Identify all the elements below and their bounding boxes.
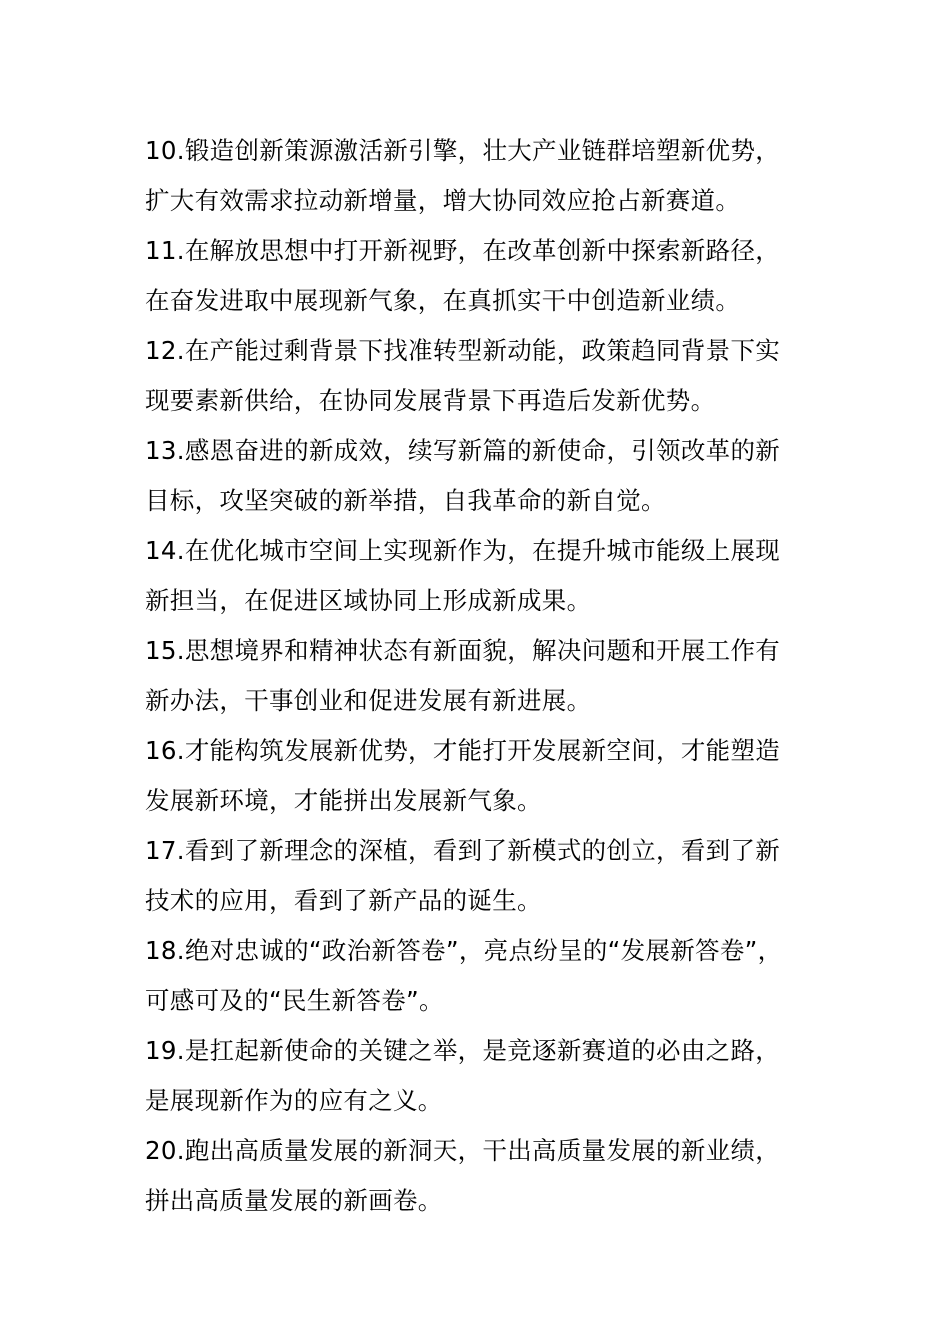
text-line: 13.感恩奋进的新成效，续写新篇的新使命，引领改革的新 <box>145 436 781 465</box>
list-item <box>145 126 810 226</box>
list-item <box>145 1026 810 1126</box>
text-line: 15.思想境界和精神状态有新面貌，解决问题和开展工作有 <box>145 636 781 665</box>
text-line: 16.才能构筑发展新优势，才能打开发展新空间，才能塑造 <box>145 736 781 765</box>
list-item <box>145 1126 810 1226</box>
text-line: 在奋发进取中展现新气象，在真抓实干中创造新业绩。 <box>145 286 741 315</box>
text-line: 技术的应用，看到了新产品的诞生。 <box>145 886 542 915</box>
text-line: 10.锻造创新策源激活新引擎，壮大产业链群培塑新优势， <box>145 136 781 165</box>
list-item <box>145 726 810 826</box>
text-line: 拼出高质量发展的新画卷。 <box>145 1186 443 1215</box>
text-line: 19.是扛起新使命的关键之举，是竞逐新赛道的必由之路， <box>145 1036 781 1065</box>
list-item <box>145 926 810 1026</box>
text-line: 12.在产能过剩背景下找准转型新动能，政策趋同背景下实 <box>145 336 781 365</box>
text-line: 是展现新作为的应有之义。 <box>145 1086 443 1115</box>
document-body <box>145 126 810 1226</box>
text-line: 扩大有效需求拉动新增量，增大协同效应抢占新赛道。 <box>145 186 741 215</box>
text-line: 新担当，在促进区域协同上形成新成果。 <box>145 586 592 615</box>
text-line: 现要素新供给，在协同发展背景下再造后发新优势。 <box>145 386 716 415</box>
text-line: 14.在优化城市空间上实现新作为，在提升城市能级上展现 <box>145 536 781 565</box>
list-item <box>145 526 810 626</box>
list-item <box>145 326 810 426</box>
list-item <box>145 426 810 526</box>
text-line: 18.绝对忠诚的“政治新答卷”，亮点纷呈的“发展新答卷”， <box>145 936 783 965</box>
list-item <box>145 626 810 726</box>
list-item <box>145 826 810 926</box>
text-line: 11.在解放思想中打开新视野，在改革创新中探索新路径， <box>145 236 781 265</box>
list-item <box>145 226 810 326</box>
text-line: 新办法，干事创业和促进发展有新进展。 <box>145 686 592 715</box>
text-line: 目标，攻坚突破的新举措，自我革命的新自觉。 <box>145 486 666 515</box>
text-line: 可感可及的“民生新答卷”。 <box>145 986 444 1015</box>
text-line: 发展新环境，才能拼出发展新气象。 <box>145 786 542 815</box>
text-line: 17.看到了新理念的深植，看到了新模式的创立，看到了新 <box>145 836 781 865</box>
text-line: 20.跑出高质量发展的新洞天，干出高质量发展的新业绩， <box>145 1136 781 1165</box>
